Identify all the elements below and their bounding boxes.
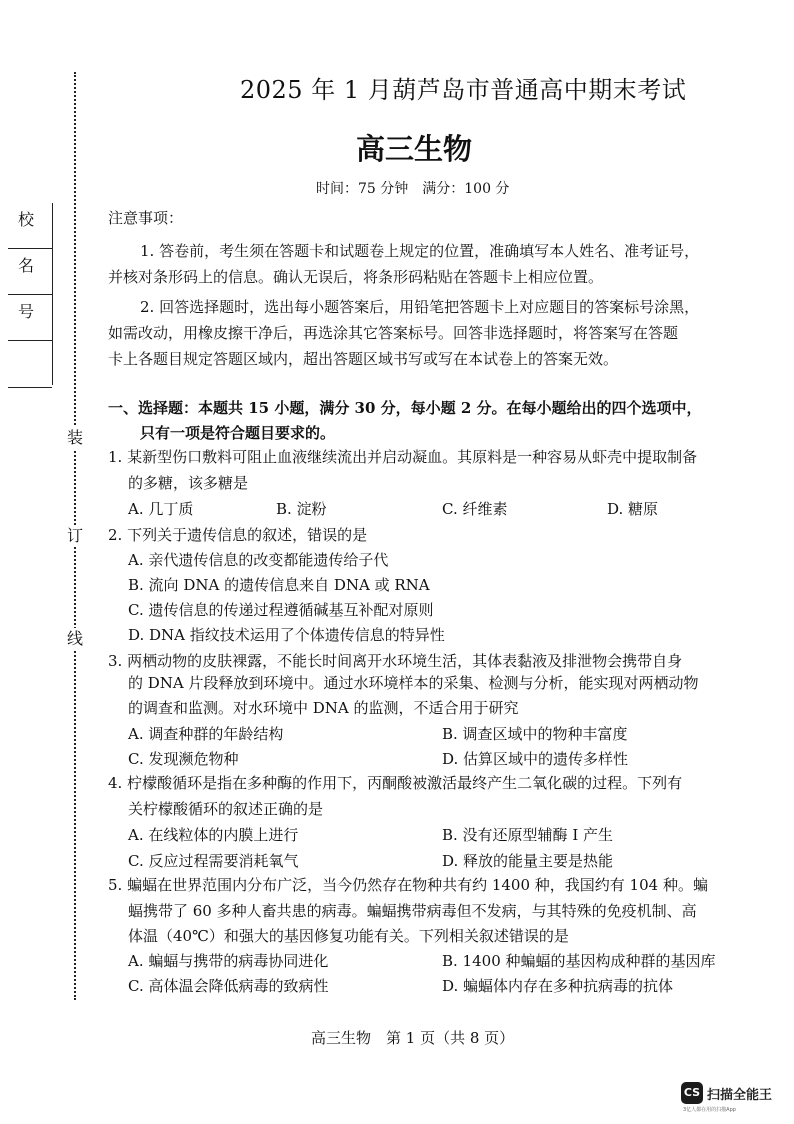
section-heading-cont: 只有一项是符合题目要求的。: [140, 424, 336, 442]
question-stem: 蝠携带了 60 多种人畜共患的病毒。蝙蝠携带病毒但不发病，与其特殊的免疫机制、高: [128, 902, 697, 920]
option-d: D. 估算区域中的遗传多样性: [442, 750, 629, 768]
option-b: B. 调查区域中的物种丰富度: [442, 725, 628, 743]
binding-word-ding: 订: [66, 526, 83, 545]
option-c: C. 高体温会降低病毒的致病性: [128, 977, 329, 995]
section-heading: 一、选择题：本题共 15 小题，满分 30 分，每小题 2 分。在每小题给出的四个选项中，: [108, 399, 702, 417]
notice-line: 1. 答卷前，考生须在答题卡和试题卷上规定的位置，准确填写本人姓名、准考证号，: [140, 242, 700, 260]
time-info: 时间：75 分钟 满分：100 分: [316, 181, 510, 197]
option-c: C. 发现濒危物种: [128, 750, 239, 768]
notice-line: 如需改动，用橡皮擦干净后，再选涂其它答案标号。回答非选择题时，将答案写在答题: [108, 324, 679, 342]
option-a: A. 调查种群的年龄结构: [128, 725, 284, 743]
notice-line: 卡上各题目规定答题区域内，超出答题区域书写或写在本试卷上的答案无效。: [108, 350, 619, 368]
subject-title: 高三生物: [356, 132, 473, 166]
question-stem: 5. 蝙蝠在世界范围内分布广泛，当今仍然存在物种共有约 1400 种，我国约有 104 种。蝙: [108, 876, 708, 894]
option-c: C. 遗传信息的传递过程遵循碱基互补配对原则: [128, 601, 434, 619]
option-b: B. 流向 DNA 的遗传信息来自 DNA 或 RNA: [128, 576, 430, 594]
option-a: A. 几丁质: [128, 500, 194, 518]
binding-word-zhuang: 装: [66, 428, 83, 447]
option-a: A. 在线粒体的内膜上进行: [128, 826, 299, 844]
option-b: B. 没有还原型辅酶 I 产生: [442, 826, 614, 844]
page-footer: 高三生物 第 1 页（共 8 页）: [311, 1029, 515, 1047]
scanner-watermark: [681, 1082, 789, 1118]
school-label: 校: [8, 203, 52, 249]
name-label: 名: [8, 249, 52, 295]
option-c: C. 反应过程需要消耗氧气: [128, 852, 299, 870]
option-d: D. 蝙蝠体内存在多种抗病毒的抗体: [442, 977, 674, 995]
watermark-tagline: 3亿人都在用的扫描App: [683, 1107, 736, 1113]
question-stem: 的调查和监测。对水环境中 DNA 的监测，不适合用于研究: [128, 699, 519, 717]
question-stem: 关柠檬酸循环的叙述正确的是: [128, 800, 324, 818]
question-stem: 体温（40℃）和强大的基因修复功能有关。下列相关叙述错误的是: [128, 927, 569, 945]
option-b: B. 淀粉: [276, 500, 327, 518]
number-label: 号: [8, 295, 52, 341]
notice-heading: 注意事项：: [108, 209, 184, 227]
option-a: A. 蝙蝠与携带的病毒协同进化: [128, 952, 329, 970]
question-stem: 2. 下列关于遗传信息的叙述，错误的是: [108, 526, 368, 544]
option-d: D. DNA 指纹技术运用了个体遗传信息的特异性: [128, 626, 445, 644]
binding-word-xian: 线: [66, 629, 83, 648]
option-d: D. 糖原: [607, 500, 659, 518]
question-stem: 1. 某新型伤口敷料可阻止血液继续流出并启动凝血。其原料是一种容易从虾壳中提取制备: [108, 448, 698, 466]
question-stem: 的多糖，该多糖是: [128, 474, 249, 492]
notice-line: 2. 回答选择题时，选出每小题答案后，用铅笔把答题卡上对应题目的答案标号涂黑，: [140, 298, 700, 316]
question-stem: 4. 柠檬酸循环是指在多种酶的作用下，丙酮酸被激活最终产生二氧化碳的过程。下列有: [108, 774, 683, 792]
student-info-box: [8, 203, 53, 385]
exam-title: 2025 年 1 月葫芦岛市普通高中期末考试: [240, 76, 687, 104]
option-d: D. 释放的能量主要是热能: [442, 852, 614, 870]
option-a: A. 亲代遗传信息的改变都能遗传给子代: [128, 551, 389, 569]
option-b: B. 1400 种蝙蝠的基因构成种群的基因库: [442, 952, 716, 970]
camscanner-logo-icon: CS: [681, 1082, 703, 1104]
question-stem: 的 DNA 片段释放到环境中。通过水环境样本的采集、检测与分析，能实现对两栖动物: [128, 674, 699, 692]
option-c: C. 纤维素: [442, 500, 508, 518]
watermark-name: 扫描全能王: [707, 1088, 773, 1103]
question-stem: 3. 两栖动物的皮肤裸露，不能长时间离开水环境生活，其体表黏液及排泄物会携带自身: [108, 652, 683, 670]
blank-cell: [8, 341, 52, 388]
notice-line: 并核对条形码上的信息。确认无误后，将条形码粘贴在答题卡上相应位置。: [108, 268, 604, 286]
